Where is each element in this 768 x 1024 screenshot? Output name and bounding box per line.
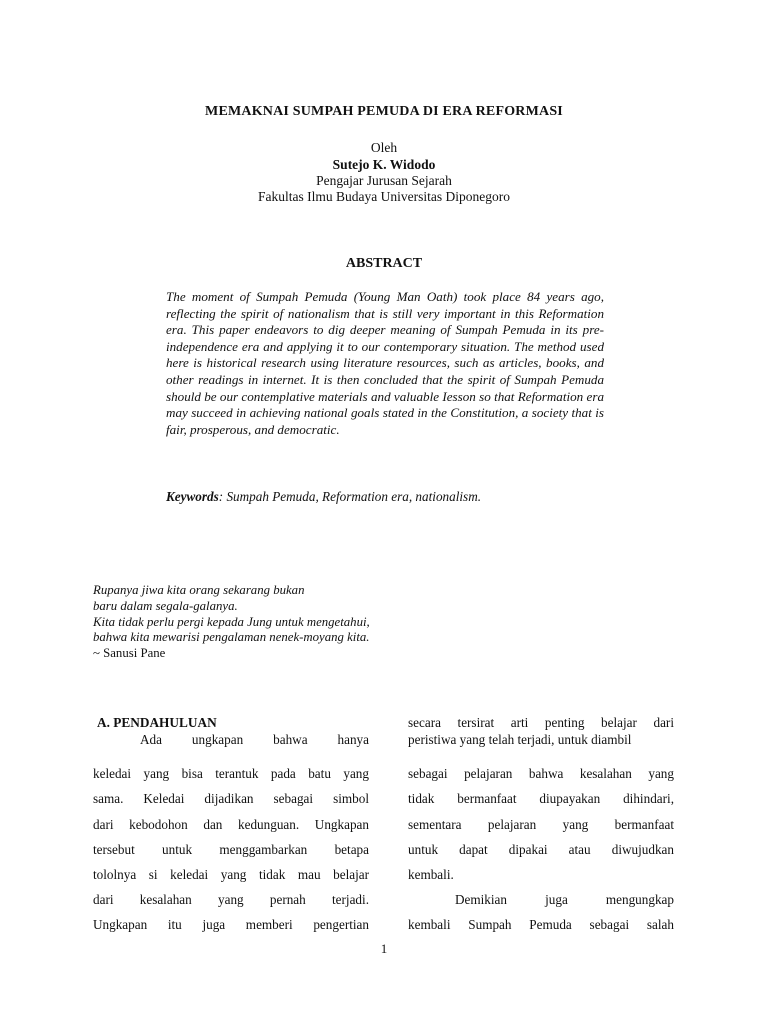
section-heading: A. PENDAHULUAN	[97, 715, 217, 730]
epigraph-line: Rupanya jiwa kita orang sekarang bukan	[93, 583, 305, 597]
paragraph-line: secara tersirat arti penting belajar dari	[408, 715, 674, 730]
author-affiliation: Fakultas Ilmu Budaya Universitas Diponegoro	[258, 189, 510, 204]
body-column-left	[93, 0, 369, 1024]
paragraph-line: tololnya si keledai yang tidak mau belajar	[93, 867, 369, 882]
paragraph-line: peristiwa yang telah terjadi, untuk diambil	[408, 732, 632, 747]
keywords-text: : Sumpah Pemuda, Reformation era, nationalism.	[218, 489, 482, 504]
paper-title: MEMAKNAI SUMPAH PEMUDA DI ERA REFORMASI	[205, 104, 563, 119]
body-column-right	[408, 0, 674, 1024]
epigraph-line: baru dalam segala-galanya.	[93, 598, 238, 613]
paragraph-line: sebagai pelajaran bahwa kesalahan yang	[408, 766, 674, 781]
keywords-label: Keywords	[166, 489, 219, 504]
paragraph-line: Ada ungkapan bahwa hanya	[140, 732, 369, 747]
author-name: Sutejo K. Widodo	[332, 157, 436, 172]
byline-by: Oleh	[370, 140, 398, 155]
epigraph-attribution: ~ Sanusi Pane	[93, 646, 166, 661]
author-role: Pengajar Jurusan Sejarah	[316, 173, 452, 188]
paragraph-line: kembali Sumpah Pemuda sebagai salah	[408, 917, 674, 932]
abstract-heading: ABSTRACT	[345, 256, 423, 271]
page-number: 1	[380, 941, 388, 956]
paragraph-line: dari kebodohon dan kedunguan. Ungkapan	[93, 817, 369, 832]
paragraph-line: keledai yang bisa terantuk pada batu yang	[93, 766, 369, 781]
paragraph-line: kembali.	[408, 867, 454, 882]
paragraph-line: tersebut untuk menggambarkan betapa	[93, 842, 369, 857]
paragraph-line: tidak bermanfaat diupayakan dihindari,	[408, 791, 674, 806]
paragraph-line: dari kesalahan yang pernah terjadi.	[93, 892, 369, 907]
epigraph-line: bahwa kita mewarisi pengalaman nenek-moyang kita.	[93, 630, 370, 645]
paragraph-line: Demikian juga mengungkap	[455, 892, 674, 907]
paragraph-line: Ungkapan itu juga memberi pengertian	[93, 917, 369, 932]
epigraph-line: Kita tidak perlu pergi kepada Jung untuk mengetahui,	[93, 614, 370, 629]
abstract-body: The moment of Sumpah Pemuda (Young Man Oath) took place 84 years ago, reflecting the spirit of nationalism that is still very important in this Reformation era. This paper endeavors to dig deeper meaning of Sumpah Pemuda in its pre-independence era and applying it to our contemporary situation. The method used here is historical research using literature resources, such as articles, books, and other readings in internet. It is then concluded that the spirit of Sumpah Pemuda should be our contemplative materials and valuable Iesson so that Reformation era may succeed in achieving national goals stated in the Constitution, a society that is fair, prosperous, and democratic.	[166, 289, 604, 437]
paragraph-line: sama. Keledai dijadikan sebagai simbol	[93, 791, 369, 806]
paragraph-line: sementara pelajaran yang bermanfaat	[408, 817, 674, 832]
paragraph-line: untuk dapat dipakai atau diwujudkan	[408, 842, 674, 857]
